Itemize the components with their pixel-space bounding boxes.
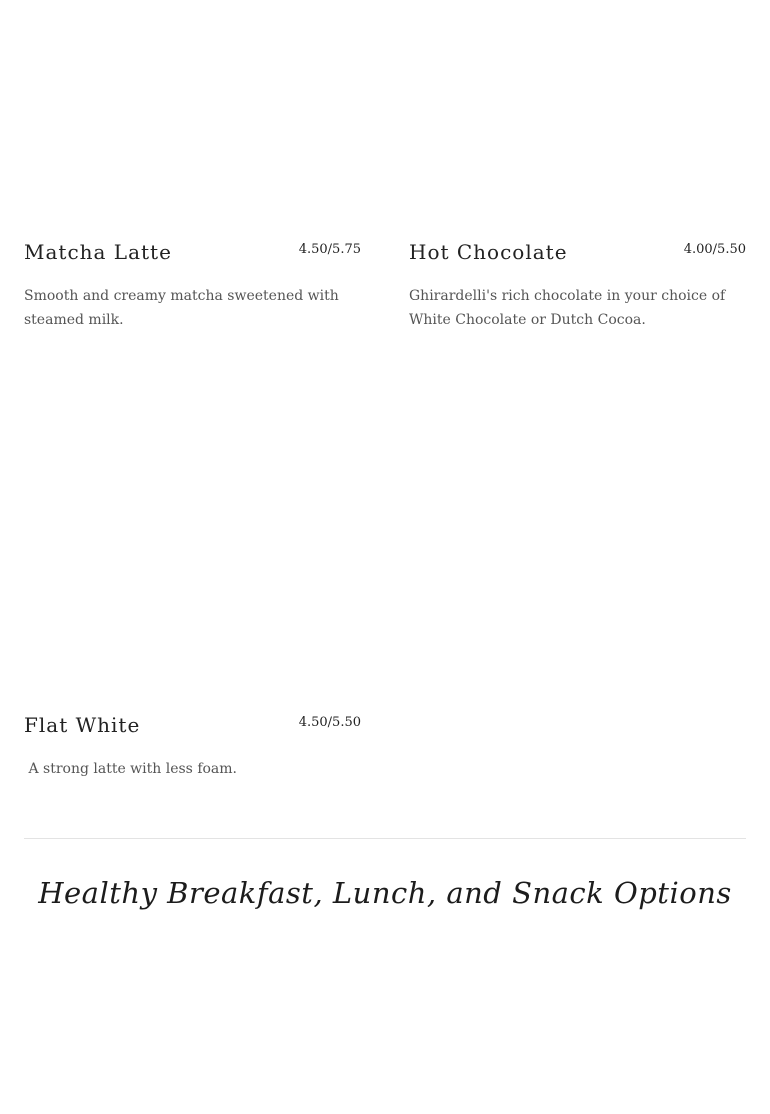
- menu-item-flat-white: [24, 713, 361, 781]
- menu-item-header: [409, 240, 746, 270]
- menu-item-matcha-latte: [24, 240, 361, 332]
- menu-item-hot-chocolate: [409, 240, 746, 332]
- menu-item-price: 4.50/5.50: [298, 715, 361, 730]
- menu-item-price: 4.50/5.75: [298, 242, 361, 257]
- menu-item-name: Matcha Latte: [24, 240, 172, 264]
- menu-item-header: [24, 240, 361, 270]
- section-title: Healthy Breakfast, Lunch, and Snack Options: [38, 876, 732, 910]
- menu-item-price: 4.00/5.50: [683, 242, 746, 257]
- menu-item-description: Ghirardelli's rich chocolate in your choice of White Chocolate or Dutch Cocoa.: [409, 288, 726, 328]
- menu-item-description: Smooth and creamy matcha sweetened with steamed milk.: [24, 288, 339, 328]
- menu-item-name: Hot Chocolate: [409, 240, 568, 264]
- menu-item-description: A strong latte with less foam.: [24, 761, 238, 777]
- menu-item-name: Flat White: [24, 713, 141, 737]
- section-divider: [24, 838, 746, 839]
- menu-item-header: [24, 713, 361, 743]
